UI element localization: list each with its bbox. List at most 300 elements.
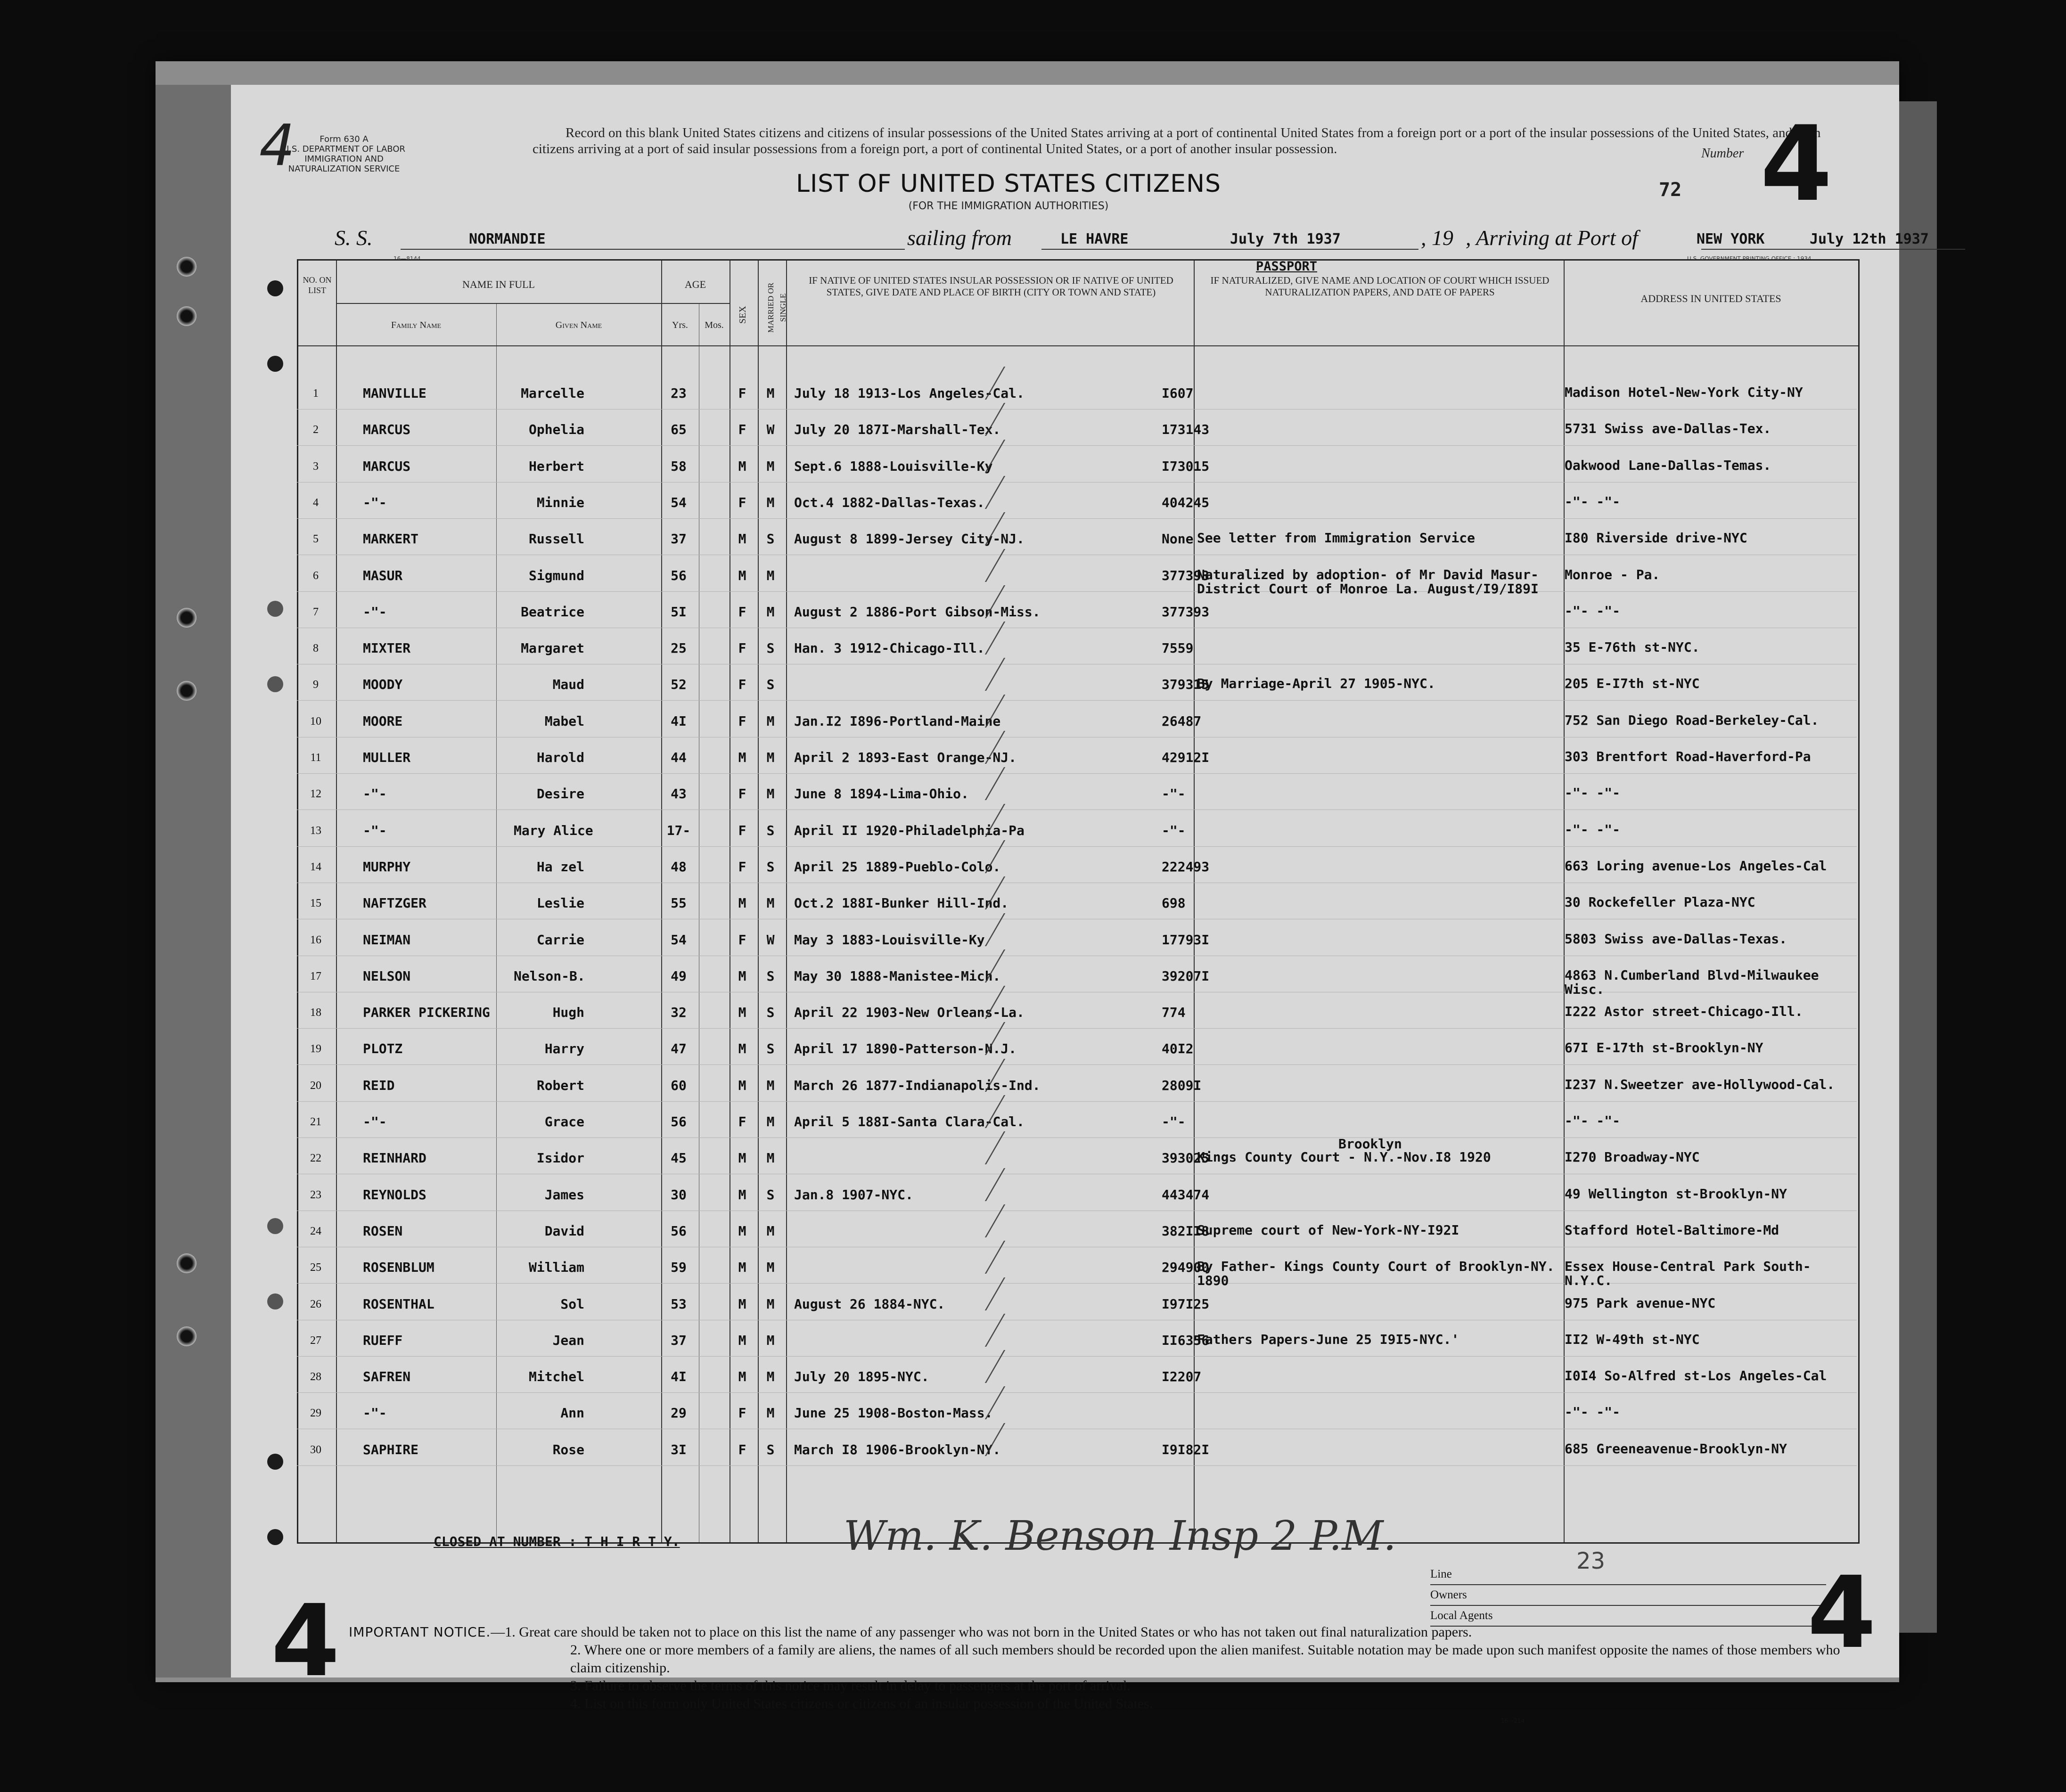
cell-family: MARCUS — [363, 458, 411, 474]
cell-passport: 173143 — [1162, 422, 1210, 438]
cell-nat-note: Brooklyn — [1338, 1136, 1402, 1152]
binder-hole — [177, 608, 197, 628]
cell-sex: F — [738, 786, 746, 802]
cell-ms: S — [766, 1441, 775, 1457]
cell-no: 1 — [313, 387, 319, 400]
punch-hole — [267, 356, 283, 372]
page-title: LIST OF UNITED STATES CITIZENS — [795, 170, 1221, 198]
cell-no: 30 — [310, 1443, 321, 1456]
cell-passport: 404245 — [1162, 494, 1210, 510]
cell-given: Harold — [536, 750, 584, 765]
cell-addr: -"- -"- — [1565, 1404, 1621, 1420]
cell-no: 18 — [310, 1006, 321, 1019]
cell-age: 56 — [671, 567, 687, 583]
cell-family: MULLER — [363, 750, 411, 765]
cell-given: James — [544, 1186, 584, 1203]
cell-passport: None — [1162, 531, 1194, 547]
cell-passport: 774 — [1162, 1005, 1186, 1021]
cell-birth: May 3 1883-Louisville-Ky — [794, 932, 985, 948]
manifest-sheet — [231, 85, 1929, 1724]
cell-no: 11 — [310, 752, 321, 764]
cell-given: David — [544, 1223, 584, 1239]
cell-addr: Stafford Hotel-Baltimore-Md — [1565, 1222, 1779, 1238]
cell-addr: 30 Rockefeller Plaza-NYC — [1565, 894, 1755, 910]
year-label-1: , 19 — [1421, 226, 1453, 250]
cell-family: REYNOLDS — [363, 1186, 426, 1203]
cell-family: MARKERT — [363, 531, 419, 547]
ship-name: NORMANDIE — [469, 231, 546, 247]
binder-hole — [177, 681, 197, 701]
cell-family: -"- — [363, 604, 387, 620]
cell-age: 59 — [671, 1260, 687, 1276]
stamped-number: 72 — [1659, 179, 1682, 201]
col-header-yrs: Yrs. — [672, 320, 688, 330]
cell-passport: 7559 — [1162, 640, 1194, 656]
cell-age: 4I — [671, 1369, 687, 1385]
cell-age: 29 — [671, 1405, 687, 1421]
notice-lead: IMPORTANT NOTICE. — [349, 1624, 491, 1640]
cell-birth: Oct.2 188I-Bunker Hill-Ind. — [794, 895, 1009, 911]
cell-addr: 5731 Swiss ave-Dallas-Tex. — [1565, 421, 1771, 437]
cell-family: MIXTER — [363, 640, 411, 656]
cell-ms: M — [766, 604, 775, 620]
header-notice: Record on this blank United States citizens and citizens of insular possessions of the United States arriving at a port of continental United States from a foreign port or a port of the insular possessions of the United States, and such citizens arriving at a port of said insular possessions from a foreign port, a port of continental United States, or a port of another insular possession. — [533, 125, 1821, 156]
cell-no: 12 — [310, 788, 321, 801]
cell-no: 10 — [310, 715, 321, 728]
departure-port: LE HAVRE — [1060, 231, 1129, 247]
cell-birth: June 25 1908-Boston-Mass. — [794, 1405, 993, 1421]
cell-age: 32 — [671, 1005, 687, 1021]
cell-birth: April 22 1903-New Orleans-La. — [794, 1005, 1025, 1021]
cell-family: ROSENBLUM — [363, 1260, 435, 1276]
cell-addr: 35 E-76th st-NYC. — [1565, 639, 1700, 655]
cell-passport: 39207I — [1162, 968, 1210, 984]
cell-addr: Oakwood Lane-Dallas-Temas. — [1565, 457, 1771, 473]
cell-birth: Jan.I2 I896-Portland-Maine — [794, 713, 1001, 729]
cell-birth: May 30 1888-Manistee-Mich. — [794, 968, 1001, 984]
cell-no: 16 — [310, 933, 321, 946]
table-row — [297, 932, 1857, 970]
cell-sex: M — [738, 1296, 746, 1312]
cell-no: 24 — [310, 1225, 321, 1237]
cell-no: 4 — [313, 496, 319, 509]
col-header-no: NO. ON LIST — [303, 275, 332, 295]
cell-passport: 443474 — [1162, 1186, 1210, 1203]
page-subtitle: (FOR THE IMMIGRATION AUTHORITIES) — [908, 200, 1109, 212]
cell-no: 26 — [310, 1298, 321, 1310]
cell-addr: -"- -"- — [1565, 1113, 1621, 1129]
cell-sex: M — [738, 1369, 746, 1385]
table-row — [297, 1005, 1857, 1042]
cell-birth: April II 1920-Philadelphia-Pa — [794, 822, 1025, 838]
col-header-name: NAME IN FULL — [462, 278, 535, 290]
cell-addr: 49 Wellington st-Brooklyn-NY — [1565, 1186, 1787, 1202]
cell-birth: Oct.4 1882-Dallas-Texas. — [794, 494, 985, 510]
cell-ms: M — [766, 1223, 775, 1239]
cell-no: 25 — [310, 1261, 321, 1274]
table-row — [297, 750, 1857, 787]
cell-sex: F — [738, 640, 746, 656]
cell-birth: April 2 1893-East Orange-NJ. — [794, 750, 1017, 765]
cell-no: 21 — [310, 1116, 321, 1128]
table-row — [297, 1296, 1857, 1334]
cell-ms: S — [766, 1186, 775, 1203]
cell-sex: F — [738, 713, 746, 729]
passport-header: PASSPORT — [1256, 259, 1318, 274]
cell-passport: 379315 — [1162, 677, 1210, 693]
cell-birth: August 8 1899-Jersey City-NJ. — [794, 531, 1025, 547]
table-row — [297, 604, 1857, 642]
cell-passport: 698 — [1162, 895, 1186, 911]
cell-addr: 663 Loring avenue-Los Angeles-Cal — [1565, 858, 1827, 874]
table-row — [297, 1405, 1857, 1443]
important-notice — [349, 1623, 1857, 1713]
cell-family: MANVILLE — [363, 385, 426, 401]
cell-addr: 303 Brentfort Road-Haverford-Pa — [1565, 749, 1811, 764]
cell-addr: Madison Hotel-New-York City-NY — [1565, 385, 1803, 400]
cell-passport: 40I2 — [1162, 1041, 1194, 1057]
cell-ms: W — [766, 422, 775, 438]
cell-sex: M — [738, 1041, 746, 1057]
cell-ms: M — [766, 1260, 775, 1276]
punch-hole — [267, 1218, 283, 1234]
col-header-birth: IF NATIVE OF UNITED STATES INSULAR POSSESSION OR IF NATIVE OF UNITED STATES, GIVE DATE AND PLACE OF BIRTH (CITY OR TOWN AND STATE) — [809, 275, 1173, 298]
big-number-left: 4 — [271, 1583, 340, 1699]
cell-birth: August 2 1886-Port Gibson-Miss. — [794, 604, 1041, 620]
cell-given: Harry — [544, 1041, 584, 1057]
cell-passport: 377393 — [1162, 567, 1210, 583]
cell-ms: S — [766, 859, 775, 875]
cell-family: MURPHY — [363, 859, 411, 875]
cell-sex: M — [738, 531, 746, 547]
cell-addr: I80 Riverside drive-NYC — [1565, 530, 1747, 546]
big-number-right: 4 — [1807, 1555, 1877, 1670]
cell-family: REID — [363, 1077, 395, 1093]
cell-age: 47 — [671, 1041, 687, 1057]
cell-family: SAPHIRE — [363, 1441, 419, 1457]
cell-sex: M — [738, 1260, 746, 1276]
cell-no: 19 — [310, 1043, 321, 1056]
cell-sex: F — [738, 1441, 746, 1457]
cell-addr: I237 N.Sweetzer ave-Hollywood-Cal. — [1565, 1076, 1835, 1092]
table-row — [297, 640, 1857, 678]
punch-hole — [267, 280, 283, 296]
arrival-port: NEW YORK — [1697, 231, 1765, 247]
table-row — [297, 1442, 1857, 1480]
cell-birth: August 26 1884-NYC. — [794, 1296, 945, 1312]
cell-ms: M — [766, 1332, 775, 1348]
cell-ms: S — [766, 968, 775, 984]
cell-age: 54 — [671, 932, 687, 948]
cell-family: NEIMAN — [363, 932, 411, 948]
cell-passport: 393025 — [1162, 1150, 1210, 1166]
cell-birth: Jan.8 1907-NYC. — [794, 1186, 913, 1203]
cell-passport: 26487 — [1162, 713, 1202, 729]
cell-given: Ophelia — [528, 422, 584, 438]
cell-family: ROSEN — [363, 1223, 403, 1239]
table-row — [297, 968, 1857, 1006]
table-row — [297, 1223, 1857, 1261]
binder-hole — [177, 1253, 197, 1273]
cell-sex: F — [738, 1114, 746, 1129]
cell-given: Russell — [528, 531, 584, 547]
cell-given: Mabel — [544, 713, 584, 729]
cell-passport: -"- — [1162, 786, 1186, 802]
cell-age: 65 — [671, 422, 687, 438]
cell-ms: M — [766, 1150, 775, 1166]
cell-ms: S — [766, 1005, 775, 1021]
cell-ms: M — [766, 1296, 775, 1312]
cell-given: William — [528, 1260, 584, 1276]
cell-addr: Essex House-Central Park South- N.Y.C. — [1565, 1259, 1811, 1289]
cell-given: Minnie — [536, 494, 584, 510]
departure-date: July 7th 1937 — [1230, 231, 1341, 247]
arriving-label: , Arriving at Port of — [1466, 226, 1638, 250]
cell-age: 5I — [671, 604, 687, 620]
service-line-1: IMMIGRATION AND — [304, 154, 384, 164]
cell-ms: M — [766, 750, 775, 765]
cell-sex: M — [738, 1332, 746, 1348]
cell-family: NELSON — [363, 968, 411, 984]
table-row — [297, 1369, 1857, 1407]
cell-sex: M — [738, 1223, 746, 1239]
cell-given: Ha zel — [536, 859, 584, 875]
cell-sex: M — [738, 1150, 746, 1166]
cell-no: 9 — [313, 679, 319, 691]
table-row — [297, 568, 1857, 606]
col-header-mos: Mos. — [705, 320, 724, 330]
table-row — [297, 385, 1857, 423]
cell-no: 13 — [310, 824, 321, 837]
cell-given: Mitchel — [528, 1369, 584, 1385]
cell-nat: Naturalized by adoption- of Mr David Masur- District Court of Monroe La. August/I9/I89I — [1197, 566, 1539, 597]
cell-age: 37 — [671, 531, 687, 547]
col-header-sex: SEX — [738, 306, 748, 324]
cell-sex: F — [738, 604, 746, 620]
cell-sex: F — [738, 385, 746, 401]
cell-age: 48 — [671, 859, 687, 875]
cell-birth: April 17 1890-Patterson-N.J. — [794, 1041, 1017, 1057]
cell-given: Marcelle — [521, 385, 584, 401]
cell-birth: Sept.6 1888-Louisville-Ky — [794, 458, 993, 474]
cell-addr: -"- -"- — [1565, 603, 1621, 619]
table-row — [297, 1041, 1857, 1079]
cell-ms: M — [766, 713, 775, 729]
table-row — [297, 1136, 1857, 1188]
table-row — [297, 786, 1857, 824]
table-row — [297, 823, 1857, 860]
cell-given: Margaret — [521, 640, 584, 656]
cell-sex: M — [738, 458, 746, 474]
cell-family: -"- — [363, 786, 387, 802]
cell-addr: -"- -"- — [1565, 493, 1621, 509]
table-row — [297, 677, 1857, 714]
passenger-rows — [297, 85, 1857, 1677]
cell-ms: S — [766, 531, 775, 547]
cell-sex: M — [738, 1186, 746, 1203]
punch-hole — [267, 601, 283, 617]
cell-age: 53 — [671, 1296, 687, 1312]
cell-sex: F — [738, 677, 746, 693]
cell-birth: July 20 1895-NYC. — [794, 1369, 929, 1385]
cell-passport: 42912I — [1162, 750, 1210, 765]
agent-lines — [1430, 1564, 1826, 1627]
cell-passport: I97I25 — [1162, 1296, 1210, 1312]
cell-no: 27 — [310, 1334, 321, 1347]
cell-passport: 294900 — [1162, 1260, 1210, 1276]
number-label: Number — [1701, 146, 1744, 161]
cell-family: -"- — [363, 822, 387, 838]
cell-given: Hugh — [552, 1005, 584, 1021]
cell-passport: 17793I — [1162, 932, 1210, 948]
cell-given: Ann — [560, 1405, 584, 1421]
cell-addr: 5803 Swiss ave-Dallas-Texas. — [1565, 931, 1787, 947]
cell-birth: April 25 1889-Pueblo-Colo. — [794, 859, 1001, 875]
cell-passport: 382II8 — [1162, 1223, 1210, 1239]
cell-given: Maud — [552, 677, 584, 693]
cell-given: Beatrice — [521, 604, 584, 620]
cell-age: 3I — [671, 1441, 687, 1457]
table-row — [297, 713, 1857, 751]
punch-hole — [267, 1293, 283, 1309]
cell-no: 7 — [313, 606, 319, 618]
cell-passport: II6356 — [1162, 1332, 1210, 1348]
cell-passport: I2207 — [1162, 1369, 1202, 1385]
cell-age: 56 — [671, 1223, 687, 1239]
cell-passport: -"- — [1162, 1114, 1186, 1129]
cell-family: REINHARD — [363, 1150, 426, 1166]
cell-nat: See letter from Immigration Service — [1197, 530, 1476, 546]
cell-ms: W — [766, 932, 775, 948]
cell-age: 23 — [671, 385, 687, 401]
cell-addr: I0I4 So-Alfred st-Los Angeles-Cal — [1565, 1368, 1827, 1384]
cell-family: -"- — [363, 1114, 387, 1129]
cell-family: SAFREN — [363, 1369, 411, 1385]
table-row — [297, 1078, 1857, 1115]
ss-label: S. S. — [335, 226, 373, 250]
cell-family: PARKER PICKERING — [363, 1005, 490, 1021]
cell-passport: 2809I — [1162, 1077, 1202, 1093]
cell-age: 49 — [671, 968, 687, 984]
col-header-naturalized: IF NATURALIZED, GIVE NAME AND LOCATION OF COURT WHICH ISSUED NATURALIZATION PAPERS, AND DATE OF PAPERS — [1210, 275, 1550, 298]
cell-no: 6 — [313, 569, 319, 582]
cell-addr: Monroe - Pa. — [1565, 566, 1660, 582]
cell-ms: M — [766, 786, 775, 802]
cell-addr: -"- -"- — [1565, 785, 1621, 801]
cell-addr: 67I E-17th st-Brooklyn-NY — [1565, 1040, 1763, 1056]
cell-ms: S — [766, 1041, 775, 1057]
cell-nat: Supreme court of New-York-NY-I92I — [1197, 1222, 1459, 1238]
cell-no: 22 — [310, 1152, 321, 1165]
cell-sex: F — [738, 822, 746, 838]
cell-sex: F — [738, 1405, 746, 1421]
cell-sex: F — [738, 859, 746, 875]
cell-addr: I270 Broadway-NYC — [1565, 1149, 1700, 1165]
notice-line-2: 2. Where one or more members of a family are aliens, the names of all such members should be recorded upon the alien manifest. Suitable notation may be made upon such manifest opposite the names of those members who claim citizenship. — [570, 1642, 1840, 1676]
cell-nat: By Father- Kings County Court of Brooklyn-NY. 1890 — [1197, 1259, 1555, 1289]
cell-sex: M — [738, 895, 746, 911]
cell-no: 2 — [313, 424, 319, 436]
cell-addr: 752 San Diego Road-Berkeley-Cal. — [1565, 712, 1819, 728]
col-header-family: Family Name — [391, 320, 442, 330]
cell-ms: M — [766, 895, 775, 911]
cell-passport: I607 — [1162, 385, 1194, 401]
binder-hole — [177, 1326, 197, 1346]
cell-given: Grace — [544, 1114, 584, 1129]
cell-family: NAFTZGER — [363, 895, 426, 911]
cell-family: ROSENTHAL — [363, 1296, 435, 1312]
cell-given: Carrie — [536, 932, 584, 948]
cell-no: 8 — [313, 642, 319, 655]
cell-no: 3 — [313, 460, 319, 473]
notice-line-3: 3. Failure to observe the terms of this notice may result in delay to passengers at the port of arrival. — [570, 1678, 1131, 1694]
cell-addr: 205 E-I7th st-NYC — [1565, 676, 1700, 692]
list-number: 4 — [1760, 104, 1833, 224]
cell-addr: -"- -"- — [1565, 821, 1621, 837]
cell-no: 29 — [310, 1407, 321, 1420]
arrival-date: July 12th 1937 — [1810, 231, 1929, 247]
cell-addr: I222 Astor street-Chicago-Ill. — [1565, 1004, 1803, 1020]
cell-age: 60 — [671, 1077, 687, 1093]
cell-age: 55 — [671, 895, 687, 911]
cell-ms: M — [766, 385, 775, 401]
service-line-2: NATURALIZATION SERVICE — [288, 164, 400, 174]
cell-addr: II2 W-49th st-NYC — [1565, 1331, 1700, 1347]
cell-age: 56 — [671, 1114, 687, 1129]
inspector-signature: Wm. K. Benson Insp 2 P.M. — [844, 1513, 1396, 1560]
table-row — [297, 1187, 1857, 1225]
cell-passport: -"- — [1162, 822, 1186, 838]
punch-hole — [267, 1529, 283, 1545]
cell-passport: I9I82I — [1162, 1441, 1210, 1457]
cell-given: Isidor — [536, 1150, 584, 1166]
cell-sex: M — [738, 968, 746, 984]
cell-ms: M — [766, 567, 775, 583]
cell-given: Nelson-B. — [514, 968, 585, 984]
cell-age: 43 — [671, 786, 687, 802]
binding-strip — [156, 85, 231, 1677]
owners-field: Owners — [1430, 1585, 1826, 1606]
cell-given: Mary Alice — [514, 822, 593, 838]
table-row — [297, 859, 1857, 897]
cell-passport: I73015 — [1162, 458, 1210, 474]
cell-age: 44 — [671, 750, 687, 765]
form-number: Form 630 A — [320, 134, 369, 144]
cell-age: 4I — [671, 713, 687, 729]
cell-nat: By Marriage-April 27 1905-NYC. — [1197, 676, 1435, 692]
punch-hole — [267, 676, 283, 692]
cell-passport: 377393 — [1162, 604, 1210, 620]
table-row — [297, 422, 1857, 459]
cell-nat: Kings County Court - N.Y.-Nov.I8 1920 — [1197, 1149, 1491, 1165]
cell-family: RUEFF — [363, 1332, 403, 1348]
cell-no: 20 — [310, 1079, 321, 1092]
cell-no: 23 — [310, 1188, 321, 1201]
cell-family: PLOTZ — [363, 1041, 403, 1057]
cell-given: Jean — [552, 1332, 584, 1348]
punch-hole — [267, 1454, 283, 1470]
cell-family: -"- — [363, 494, 387, 510]
department: U.S. DEPARTMENT OF LABOR — [283, 144, 405, 154]
cell-family: MASUR — [363, 567, 403, 583]
cell-family: MOODY — [363, 677, 403, 693]
col-header-marital: MARRIED OR SINGLE — [766, 282, 787, 333]
cell-age: 52 — [671, 677, 687, 693]
cell-family: MARCUS — [363, 422, 411, 438]
notice-text-1: —1. Great care should be taken not to place on this list the name of any passenger who was not born in the United States or who has not taken out final naturalization papers. — [491, 1624, 1472, 1640]
cell-addr: 4863 N.Cumberland Blvd-Milwaukee Wisc. — [1565, 967, 1819, 997]
cell-birth: July 20 187I-Marshall-Tex. — [794, 422, 1001, 438]
